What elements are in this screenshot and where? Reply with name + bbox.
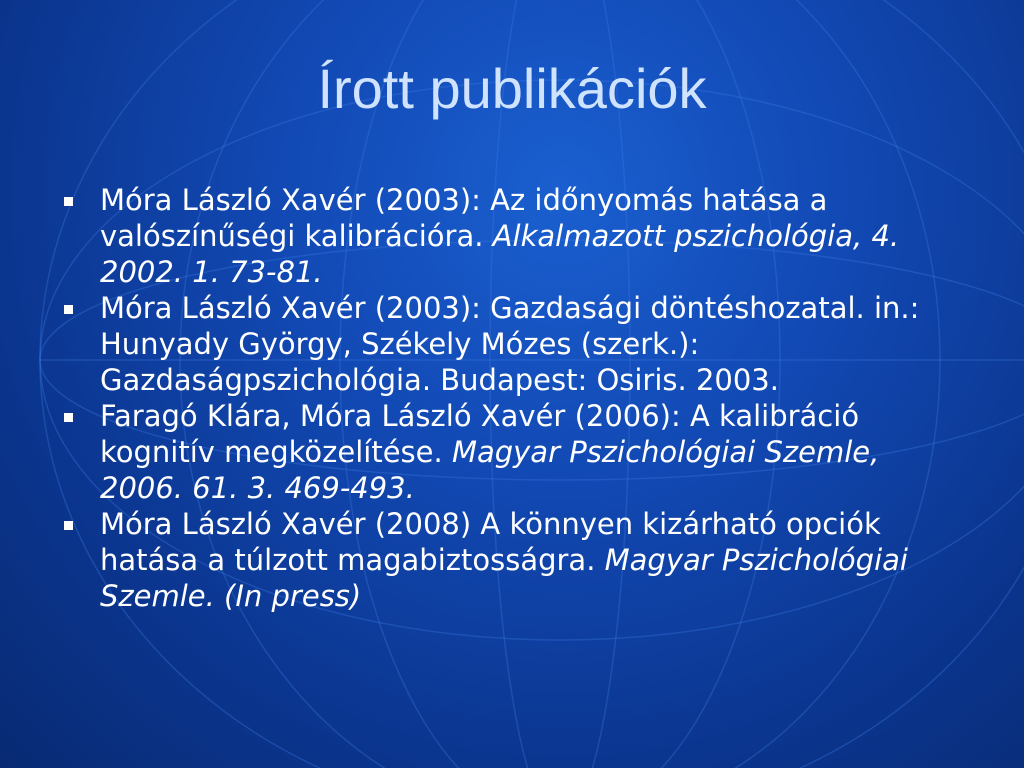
slide-title: Írott publikációk [317, 57, 707, 120]
publication-text: Móra László Xavér (2008) A könnyen kizárható opciók hatása a túlzott magabiztosságra. [100, 507, 881, 577]
bullet-icon [64, 305, 73, 314]
publication-item [62, 290, 962, 398]
publication-source: Magyar Pszichológiai Szemle. (In press) [100, 543, 908, 613]
publication-text: Faragó Klára, Móra László Xavér (2006): A kalibráció kognitív megközelítése. [100, 399, 860, 469]
publication-item [62, 398, 962, 506]
bullet-icon [64, 413, 73, 422]
publication-item [62, 506, 962, 614]
bullet-icon [64, 521, 73, 530]
publication-item [62, 182, 962, 290]
publication-list [62, 182, 962, 614]
publication-source: Alkalmazott pszichológia, 4. 2002. 1. 73-81. [100, 219, 900, 289]
publication-text: Móra László Xavér (2003): Az időnyomás hatása a valószínűségi kalibrációra. [100, 183, 828, 253]
publication-text: Móra László Xavér (2003): Gazdasági döntéshozatal. in.: Hunyady György, Székely Mózes (szerk.): Gazdaságpszichológia. Budapest: Osiris. 2003. [100, 291, 920, 397]
publication-source: Magyar Pszichológiai Szemle, 2006. 61. 3. 469-493. [100, 435, 880, 505]
bullet-icon [64, 197, 73, 206]
